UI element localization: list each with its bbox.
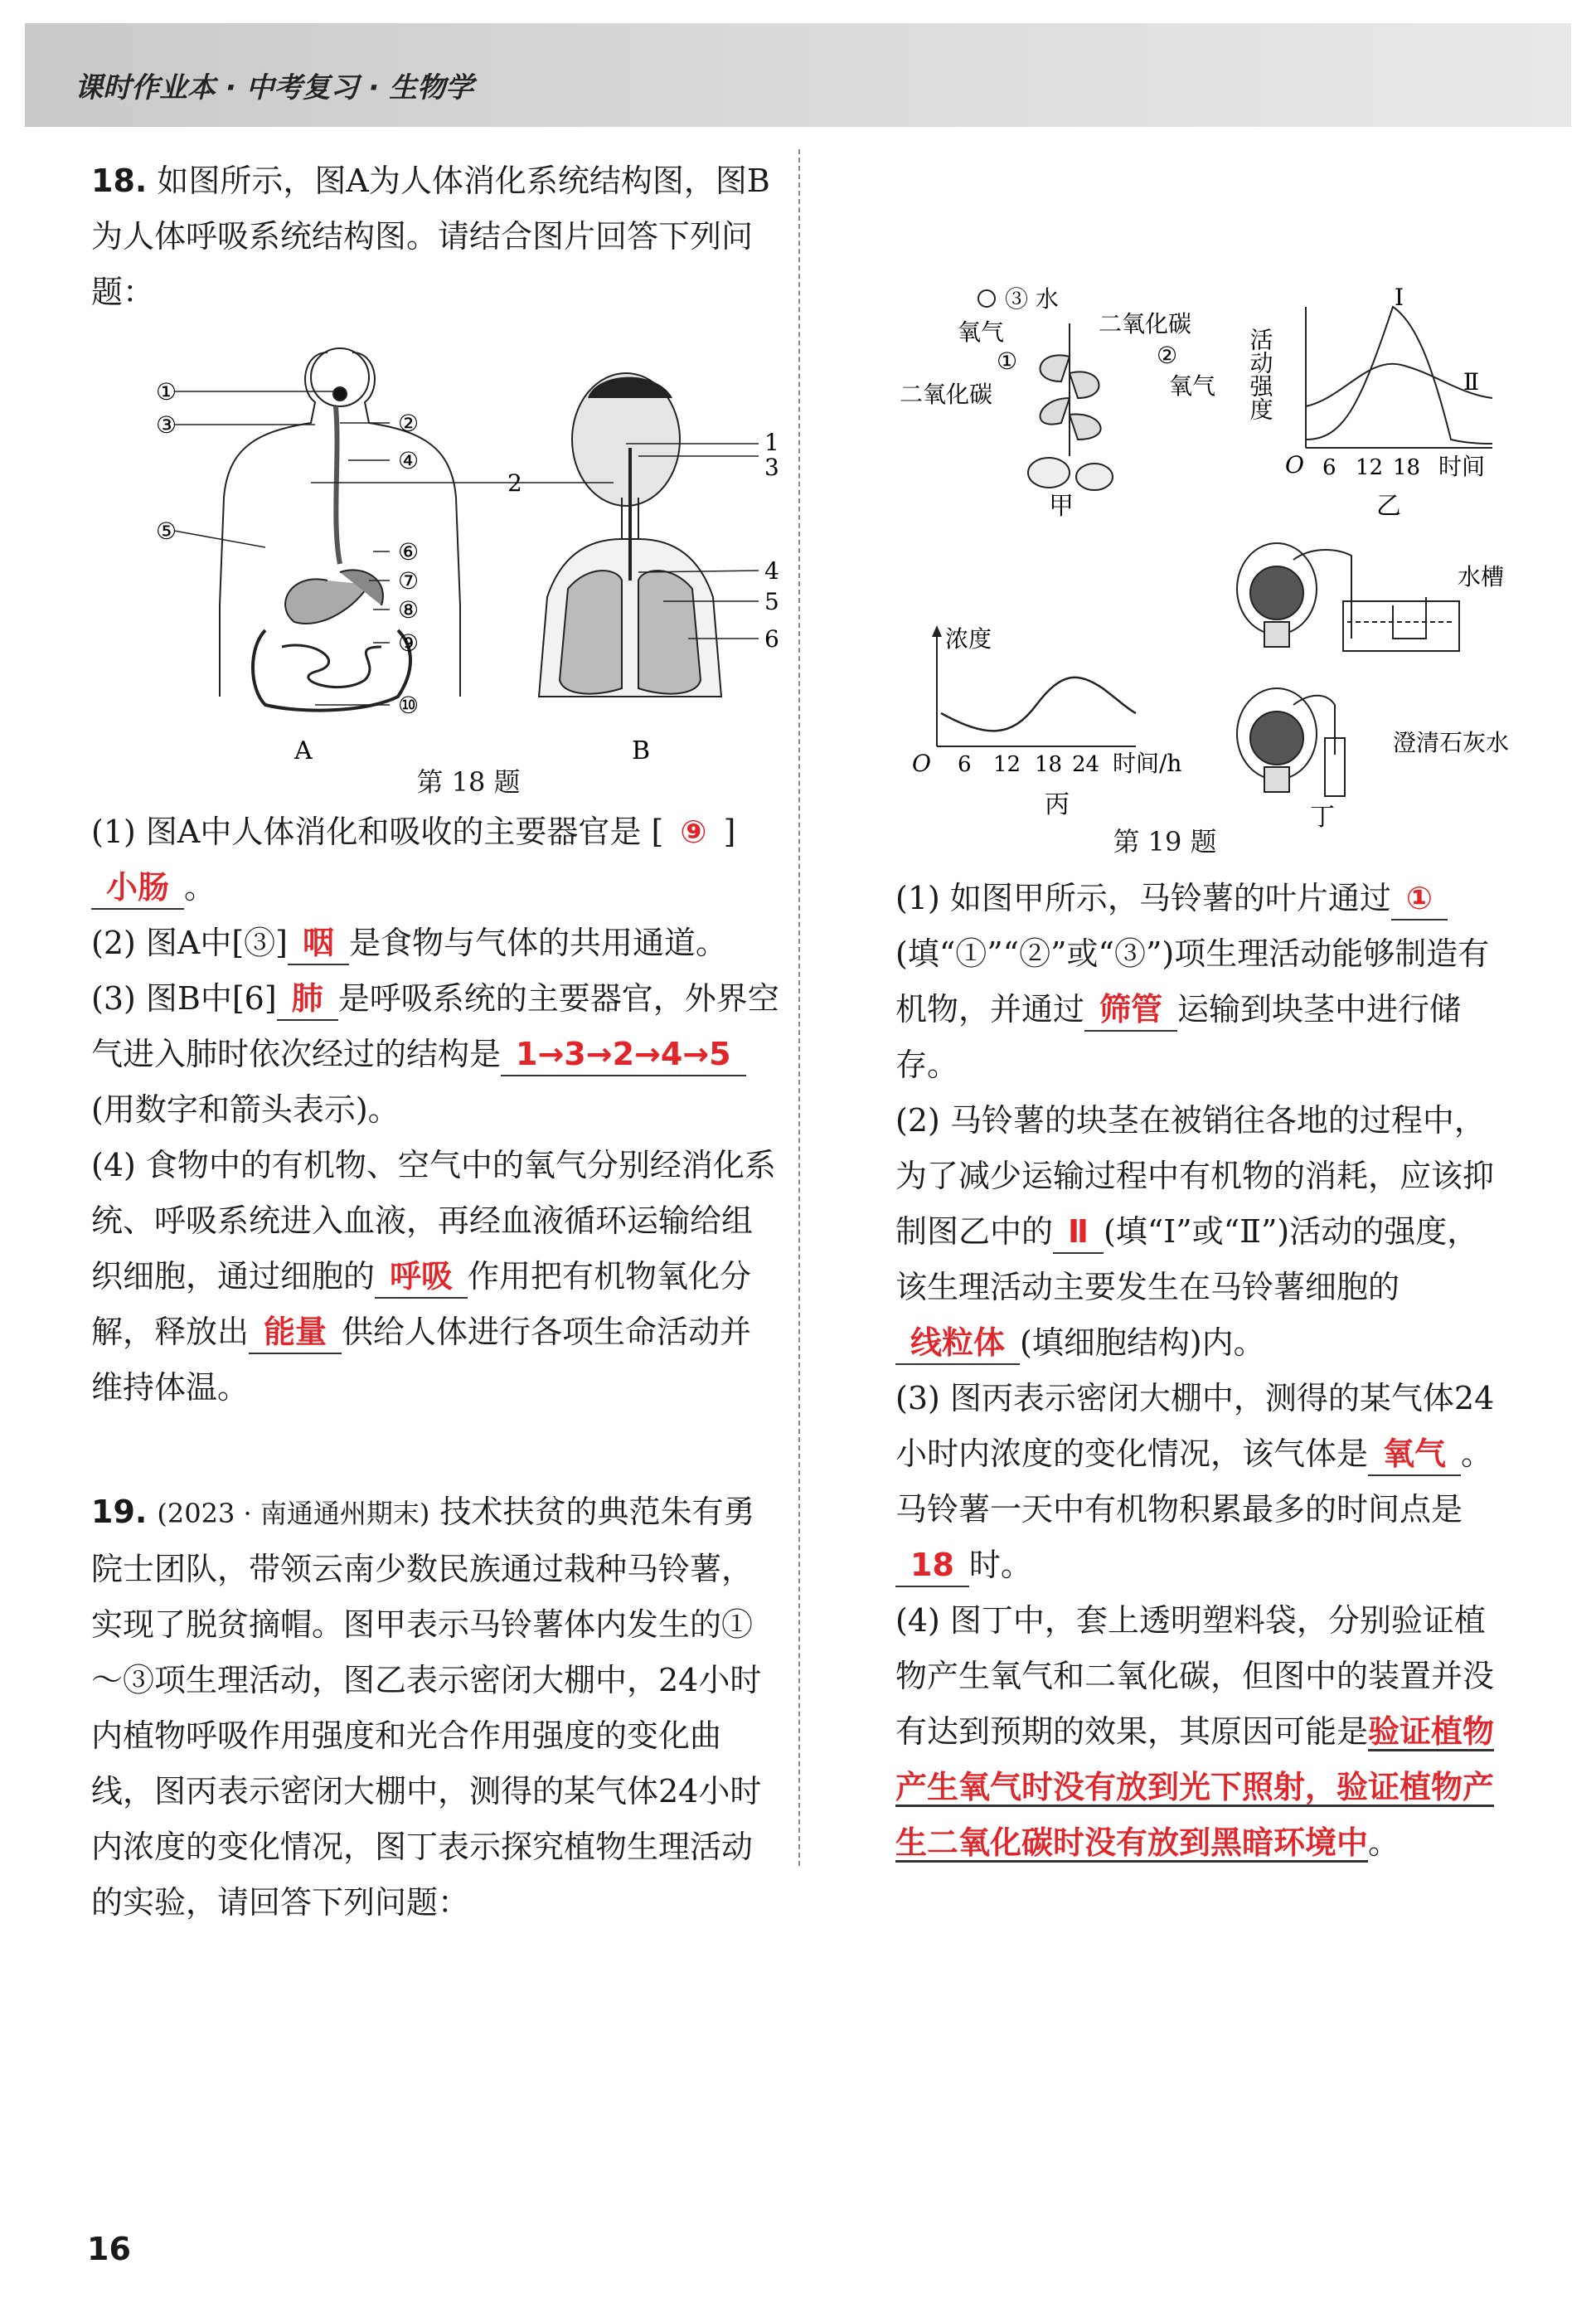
- figure-19-caption: 第 19 题: [1113, 826, 1217, 857]
- svg-text:甲: 甲: [1049, 492, 1074, 521]
- figure-19-bing: [912, 625, 1181, 819]
- q19-p2-answer: Ⅱ: [1053, 1211, 1104, 1254]
- q18-p4-answer: 呼吸: [375, 1256, 468, 1299]
- marker-a-8: ⑧: [398, 596, 420, 624]
- marker-b-5: 5: [764, 588, 779, 615]
- svg-text:时间: 时间: [1438, 453, 1486, 480]
- q19-part-3: (3) 图丙表示密闭大棚中，测得的某气体24小时内浓度的变化情况，该气体是 氧气 。马铃薯一天中有机物积累最多的时间点是18 时。: [895, 1371, 1509, 1593]
- q18-part-2: (2) 图A中[③] 咽 是食物与气体的共用通道。: [91, 916, 779, 971]
- svg-text:二氧化碳: 二氧化碳: [900, 381, 993, 408]
- q18-p1-answer: 小肠: [91, 867, 184, 910]
- marker-b-3: 3: [764, 454, 779, 481]
- svg-text:①: ①: [997, 347, 1018, 375]
- q18-part-3: (3) 图B中[6] 肺 是呼吸系统的主要器官，外界空气进入肺时依次经过的结构是 1→3→2→4→5(用数字和箭头表示)。: [91, 971, 779, 1138]
- marker-a-6: ⑥: [398, 538, 420, 566]
- marker-b-2: 2: [507, 469, 522, 497]
- q19-p2-answer-2: 线粒体: [895, 1322, 1020, 1365]
- q19-p3-answer-2: 18: [895, 1544, 969, 1587]
- q19-p3-answer: 氧气: [1368, 1433, 1461, 1476]
- q18-p3-answer: 肺: [277, 978, 338, 1021]
- q18-part-4: (4) 食物中的有机物、空气中的氧气分别经消化系统、呼吸系统进入血液，再经血液循环运输给组织细胞，通过细胞的 呼吸 作用把有机物氧化分解，释放出 能量 供给人体进行各项生命活动并维持体温。: [91, 1147, 776, 1406]
- svg-text:18: 18: [1035, 752, 1063, 777]
- column-divider: [798, 149, 800, 1866]
- marker-a-4: ④: [398, 447, 420, 474]
- svg-text:丁: 丁: [1310, 803, 1335, 832]
- svg-text:时间/h: 时间/h: [1113, 750, 1182, 777]
- marker-a-3: ③: [156, 411, 177, 439]
- digestive-system-diagram: [220, 348, 460, 711]
- respiratory-system-diagram: [539, 373, 721, 697]
- q19-p1-answer: ①: [1391, 877, 1448, 921]
- svg-text:丙: 丙: [1045, 790, 1070, 819]
- q19-part-2: (2) 马铃薯的块茎在被销往各地的过程中，为了减少运输过程中有机物的消耗，应该抑制图乙中的 Ⅱ (填“Ⅰ”或“Ⅱ”)活动的强度，该生理活动主要发生在马铃薯细胞的线粒体 (填细胞结构)内。: [895, 1093, 1509, 1371]
- svg-text:O: O: [912, 750, 931, 777]
- marker-b-1: 1: [764, 429, 779, 456]
- svg-text:活动强度: 活动强度: [1246, 328, 1274, 420]
- header-title: 课时作业本 · 中考复习 · 生物学: [75, 71, 474, 104]
- q18-p3-answer-2: 1→3→2→4→5: [501, 1033, 746, 1076]
- question-18-parts: [91, 804, 779, 1416]
- label-limewater: 澄清石灰水: [1393, 729, 1510, 756]
- q18-part-1: (1) 图A中人体消化和吸收的主要器官是 [ ⑨ ] 小肠 。: [91, 804, 779, 916]
- figure-19-ding: [1237, 543, 1459, 796]
- figure-19-jia: [900, 285, 1215, 521]
- curve-gas-concentration: [941, 678, 1136, 731]
- q19-part-4: (4) 图丁中，套上透明塑料袋，分别验证植物产生氧气和二氧化碳，但图中的装置并没有达到预期的效果，其原因可能是验证植物产生氧气时没有放到光下照射，验证植物产生二氧化碳时没有放到黑暗环境中。: [895, 1602, 1495, 1861]
- svg-text:18: 18: [1393, 455, 1421, 480]
- marker-a-1: ①: [156, 378, 177, 406]
- question-18-stem: 如图所示，图A为人体消化系统结构图，图B为人体呼吸系统结构图。请结合图片回答下列问题：: [91, 163, 770, 310]
- marker-a-10: ⑩: [398, 692, 420, 719]
- question-19-number: 19.: [91, 1494, 148, 1530]
- svg-text:12: 12: [993, 752, 1021, 777]
- marker-a-9: ⑨: [398, 629, 420, 657]
- figure-18: [149, 332, 796, 796]
- question-19-start: [91, 1484, 779, 1931]
- q18-p2-answer: 咽: [288, 922, 349, 965]
- figure-19-yi: [1247, 284, 1493, 521]
- marker-b-6: 6: [764, 625, 779, 653]
- question-18-number: 18.: [91, 163, 148, 199]
- figure-19: [895, 274, 1550, 871]
- svg-text:6: 6: [1322, 455, 1336, 480]
- page-number: 16: [87, 2231, 131, 2267]
- q19-p4-answer: 验证植物产生氧气时没有放到光下照射，验证植物产生二氧化碳时没有放到黑暗环境中: [895, 1713, 1495, 1861]
- svg-text:②: ②: [1157, 342, 1178, 369]
- marker-a-2: ②: [398, 410, 420, 437]
- potato-plant-icon: [1028, 323, 1113, 490]
- svg-text:Ⅰ: Ⅰ: [1395, 284, 1404, 311]
- svg-text:24: 24: [1072, 752, 1100, 777]
- svg-text:浓度: 浓度: [945, 625, 992, 653]
- marker-a-7: ⑦: [398, 567, 420, 595]
- svg-text:③ 水: ③ 水: [1005, 285, 1059, 313]
- svg-text:12: 12: [1356, 455, 1384, 480]
- svg-text:氧气: 氧气: [1169, 372, 1216, 400]
- svg-text:氧气: 氧气: [958, 318, 1005, 346]
- q18-p1-bracket-answer: ⑨: [680, 814, 707, 850]
- question-18: [91, 153, 771, 320]
- marker-b-4: 4: [764, 557, 779, 585]
- q18-p4-answer-2: 能量: [249, 1311, 342, 1354]
- q19-p1-answer-2: 筛管: [1084, 989, 1177, 1032]
- question-19-stem: 技术扶贫的典范朱有勇院士团队，带领云南少数民族通过栽种马铃薯，实现了脱贫摘帽。图甲表示马铃薯体内发生的①～③项生理活动，图乙表示密闭大棚中，24小时内植物呼吸作用强度和光合作用强度的变化曲线，图丙表示密闭大棚中，测得的某气体24小时内浓度的变化情况，图丁表示探究植物生理活动的实验，请回答下列问题：: [91, 1494, 762, 1921]
- marker-a-5: ⑤: [156, 517, 177, 545]
- svg-text:Ⅱ: Ⅱ: [1463, 368, 1480, 396]
- figure-a-label: A: [294, 736, 313, 765]
- question-19-source: (2023 · 南通通州期末): [157, 1498, 430, 1529]
- sun-icon: [978, 290, 995, 307]
- question-19-parts: [895, 871, 1509, 1871]
- svg-text:二氧化碳: 二氧化碳: [1099, 310, 1192, 338]
- label-water-tank: 水槽: [1458, 563, 1505, 590]
- q19-part-1: (1) 如图甲所示，马铃薯的叶片通过 ①(填“①”“②”或“③”)项生理活动能够制造有机物，并通过 筛管 运输到块茎中进行储存。: [895, 871, 1509, 1093]
- svg-text:乙: 乙: [1376, 492, 1401, 521]
- figure-b-label: B: [632, 736, 651, 765]
- figure-18-caption: 第 18 题: [416, 766, 521, 798]
- svg-text:O: O: [1285, 451, 1304, 478]
- svg-text:6: 6: [958, 752, 972, 777]
